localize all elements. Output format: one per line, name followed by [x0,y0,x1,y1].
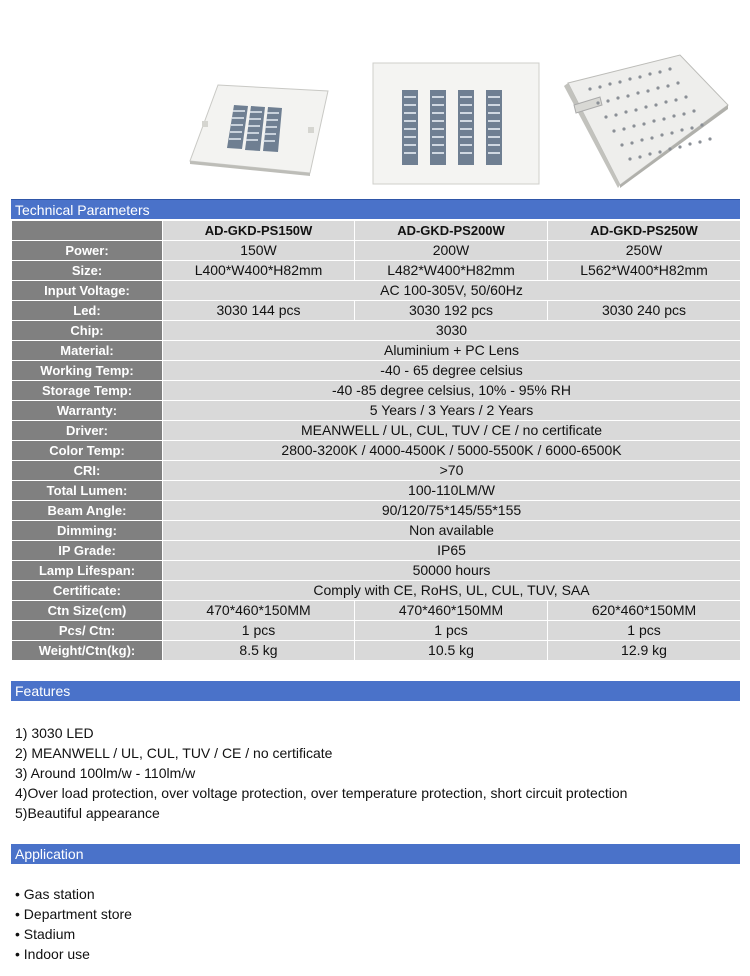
spec-row [12,281,741,301]
spec-value: 200W [355,241,548,261]
spec-value: Comply with CE, RoHS, UL, CUL, TUV, SAA [163,581,741,601]
spec-value: 470*460*150MM [163,601,355,621]
spec-row [12,441,741,461]
spec-value: 10.5 kg [355,641,548,661]
spec-label: Storage Temp: [12,381,163,401]
spec-label: Size: [12,261,163,281]
spec-row [12,461,741,481]
spec-row [12,421,741,441]
spec-value: 100-110LM/W [163,481,741,501]
spec-row [12,381,741,401]
spec-value: 8.5 kg [163,641,355,661]
list-item: 4)Over load protection, over voltage protection, over temperature protection, short circuit protection [15,785,628,801]
model-header: AD-GKD-PS250W [548,221,741,241]
list-item: 3) Around 100lm/w - 110lm/w [15,765,196,781]
spec-label: Input Voltage: [12,281,163,301]
spec-label: CRI: [12,461,163,481]
spec-value: -40 -85 degree celsius, 10% - 95% RH [163,381,741,401]
spec-value: 3030 192 pcs [355,301,548,321]
spec-value: 5 Years / 3 Years / 2 Years [163,401,741,421]
list-item: 1) 3030 LED [15,725,94,741]
spec-value: 150W [163,241,355,261]
spec-row [12,541,741,561]
spec-value: AC 100-305V, 50/60Hz [163,281,741,301]
spec-row [12,401,741,421]
spec-value: >70 [163,461,741,481]
header-blank-cell [12,221,163,241]
list-item: • Department store [15,906,132,922]
spec-label: Dimming: [12,521,163,541]
spec-label: Color Temp: [12,441,163,461]
features-list [15,723,627,823]
spec-table [11,220,741,661]
spec-label: Certificate: [12,581,163,601]
spec-row [12,361,741,381]
spec-value: 470*460*150MM [355,601,548,621]
spec-label: Power: [12,241,163,261]
spec-label: Led: [12,301,163,321]
spec-label: Weight/Ctn(kg): [12,641,163,661]
spec-label: Chip: [12,321,163,341]
spec-row [12,501,741,521]
product-ps250w-photo [560,53,730,188]
spec-value: L482*W400*H82mm [355,261,548,281]
spec-value: 1 pcs [163,621,355,641]
spec-value: -40 - 65 degree celsius [163,361,741,381]
application-list [15,884,132,964]
technical-parameters-header: Technical Parameters [11,199,740,219]
spec-value: MEANWELL / UL, CUL, TUV / CE / no certificate [163,421,741,441]
spec-value: L562*W400*H82mm [548,261,741,281]
spec-row [12,641,741,661]
spec-value: 90/120/75*145/55*155 [163,501,741,521]
spec-label: Warranty: [12,401,163,421]
spec-value: Non available [163,521,741,541]
spec-value: 3030 144 pcs [163,301,355,321]
spec-value: 12.9 kg [548,641,741,661]
spec-value: Aluminium + PC Lens [163,341,741,361]
spec-row [12,301,741,321]
model-header: AD-GKD-PS200W [355,221,548,241]
spec-value: L400*W400*H82mm [163,261,355,281]
spec-row [12,621,741,641]
spec-value: 2800-3200K / 4000-4500K / 5000-5500K / 6000-6500K [163,441,741,461]
spec-label: Pcs/ Ctn: [12,621,163,641]
list-item: • Stadium [15,926,76,942]
spec-label: Lamp Lifespan: [12,561,163,581]
spec-row [12,321,741,341]
list-item: 2) MEANWELL / UL, CUL, TUV / CE / no certificate [15,745,333,761]
product-ps150w-photo [188,77,334,177]
spec-row [12,521,741,541]
spec-label: Total Lumen: [12,481,163,501]
spec-row [12,481,741,501]
product-images [0,50,750,195]
product-ps200w-photo [372,62,540,185]
spec-row [12,601,741,621]
spec-value: 250W [548,241,741,261]
spec-row [12,261,741,281]
spec-value: 3030 [163,321,741,341]
model-header: AD-GKD-PS150W [163,221,355,241]
spec-value: 50000 hours [163,561,741,581]
spec-row [12,241,741,261]
spec-label: Working Temp: [12,361,163,381]
spec-row [12,341,741,361]
spec-label: Beam Angle: [12,501,163,521]
spec-row [12,581,741,601]
application-header: Application [11,844,740,864]
spec-row [12,561,741,581]
spec-value: 620*460*150MM [548,601,741,621]
spec-label: Ctn Size(cm) [12,601,163,621]
list-item: • Gas station [15,886,95,902]
spec-value: 3030 240 pcs [548,301,741,321]
spec-label: IP Grade: [12,541,163,561]
table-header-row [12,221,741,241]
list-item: • Indoor use [15,946,90,962]
spec-value: 1 pcs [548,621,741,641]
spec-label: Material: [12,341,163,361]
spec-label: Driver: [12,421,163,441]
spec-value: IP65 [163,541,741,561]
spec-value: 1 pcs [355,621,548,641]
features-header: Features [11,681,740,701]
list-item: 5)Beautiful appearance [15,805,160,821]
